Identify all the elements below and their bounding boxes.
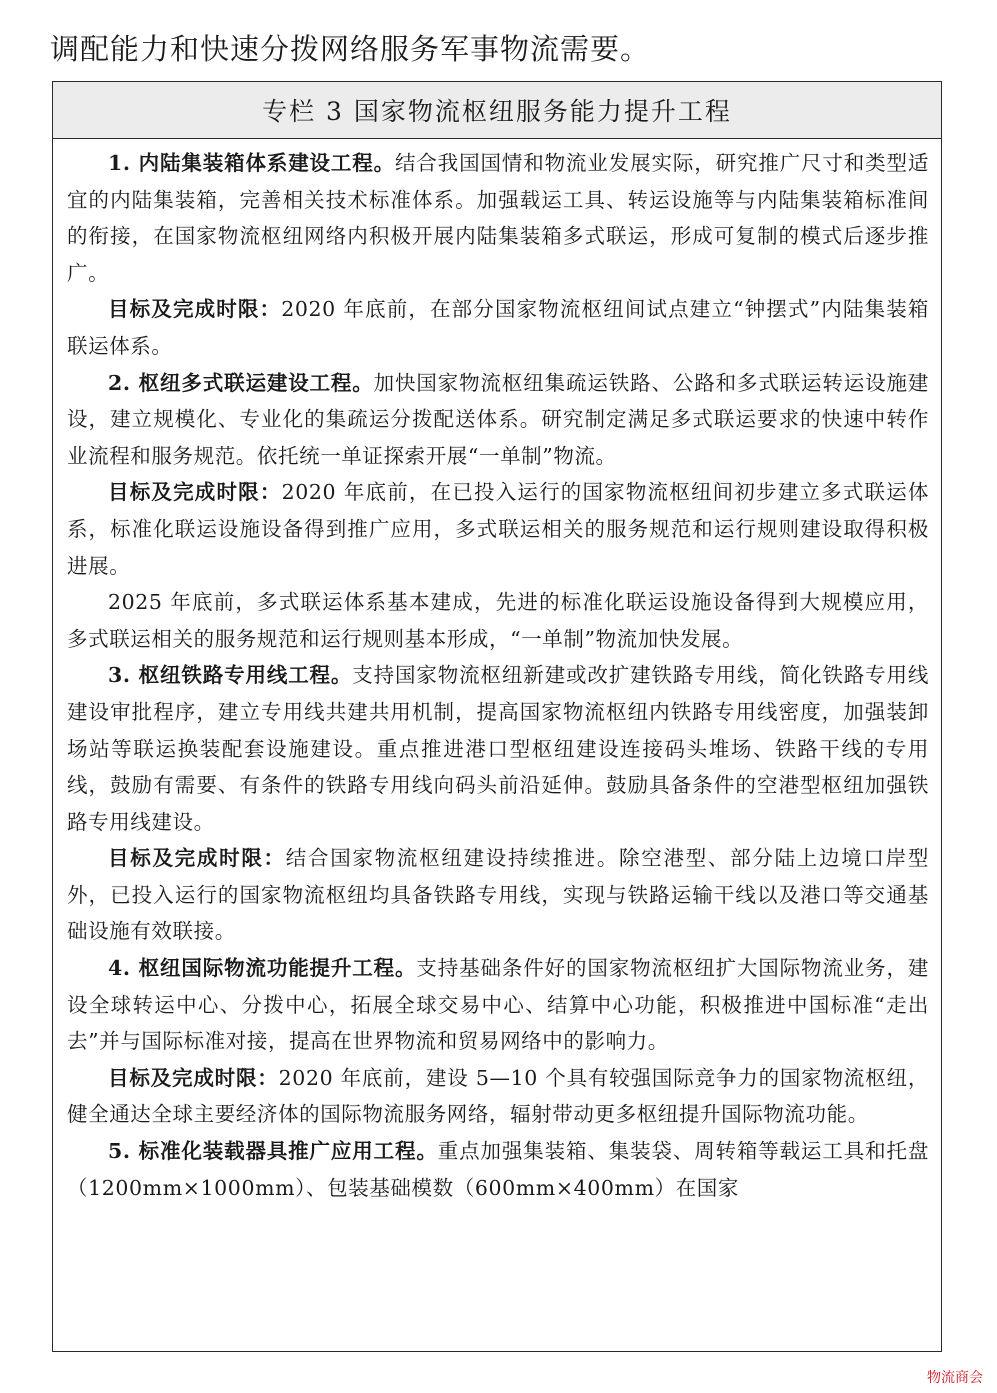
paragraph-3 xyxy=(67,365,929,475)
paragraph-text: 加快国家物流枢纽集疏运铁路、公路和多式联运转运设施建设，建立规模化、专业化的集疏运分拨配送体系。研究制定满足多式联运要求的快速中转作业流程和服务规范。依托统一单证探索开展“一单制”物流。 xyxy=(67,370,929,468)
paragraph-heading: 5. 标准化装载器具推广应用工程。 xyxy=(108,1139,438,1164)
paragraph-heading: 目标及完成时限： xyxy=(108,297,282,322)
lead-text: 调配能力和快速分拨网络服务军事物流需要。 xyxy=(50,32,651,66)
paragraph-heading: 3. 枢纽铁路专用线工程。 xyxy=(108,663,353,688)
paragraph-heading: 2. 枢纽多式联运建设工程。 xyxy=(108,370,374,395)
paragraph-1 xyxy=(67,145,929,291)
box-title: 专栏 3 国家物流枢纽服务能力提升工程 xyxy=(53,82,941,139)
paragraph-text: 支持国家物流枢纽新建或改扩建铁路专用线，简化铁路专用线建设审批程序，建立专用线共建共用机制，提高国家物流枢纽内铁路专用线密度，加强装卸场站等联运换装配套设施建设。重点推进港口型枢纽建设连接码头堆场、铁路干线的专用线，鼓励有需要、有条件的铁路专用线向码头前沿延伸。鼓励具备条件的空港型枢纽加强铁路专用线建设。 xyxy=(67,663,929,834)
paragraph-6 xyxy=(67,657,929,840)
paragraph-text: 重点加强集装箱、集装袋、周转箱等载运工具和托盘（1200mm×1000mm）、包装基础模数（600mm×400mm）在国家 xyxy=(67,1139,929,1200)
paragraph-heading: 目标及完成时限： xyxy=(108,846,286,871)
paragraph-text: 结合国家物流枢纽建设持续推进。除空港型、部分陆上边境口岸型外，已投入运行的国家物流枢纽均具备铁路专用线，实现与铁路运输干线以及港口等交通基础设施有效联接。 xyxy=(67,846,929,944)
paragraph-8 xyxy=(67,950,929,1060)
paragraph-7 xyxy=(67,840,929,950)
paragraph-2 xyxy=(67,291,929,364)
paragraph-text: 2025 年底前，多式联运体系基本建成，先进的标准化联运设施设备得到大规模应用，多式联运相关的服务规范和运行规则基本形成，“一单制”物流加快发展。 xyxy=(67,590,929,651)
paragraph-10 xyxy=(67,1133,929,1206)
paragraph-text: 2020 年底前，在已投入运行的国家物流枢纽间初步建立多式联运体系，标准化联运设施设备得到推广应用，多式联运相关的服务规范和运行规则建设取得积极进展。 xyxy=(67,480,929,578)
special-column-box xyxy=(52,81,942,1352)
paragraph-5 xyxy=(67,584,929,657)
paragraph-heading: 4. 枢纽国际物流功能提升工程。 xyxy=(108,956,417,981)
paragraph-4 xyxy=(67,474,929,584)
paragraph-text: 2020 年底前，建设 5—10 个具有较强国际竞争力的国家物流枢纽，健全通达全球主要经济体的国际物流服务网络，辐射带动更多枢纽提升国际物流功能。 xyxy=(67,1065,929,1127)
paragraph-text: 2020 年底前，在部分国家物流枢纽间试点建立“钟摆式”内陆集装箱联运体系。 xyxy=(67,297,929,358)
paragraph-9 xyxy=(67,1060,929,1133)
watermark-label: 物流商会 xyxy=(927,1370,983,1386)
paragraph-heading: 目标及完成时限： xyxy=(108,1065,279,1090)
paragraph-heading: 目标及完成时限： xyxy=(108,480,282,505)
paragraph-heading: 1. 内陆集装箱体系建设工程。 xyxy=(108,151,396,175)
box-body xyxy=(53,139,941,1206)
paragraph-text: 支持基础条件好的国家物流枢纽扩大国际物流业务，建设全球转运中心、分拨中心，拓展全球交易中心、结算中心功能，积极推进中国标准“走出去”并与国际标准对接，提高在世界物流和贸易网络中的影响力。 xyxy=(67,956,929,1054)
paragraph-text: 结合我国国情和物流业发展实际，研究推广尺寸和类型适宜的内陆集装箱，完善相关技术标准体系。加强载运工具、转运设施等与内陆集装箱标准间的衔接，在国家物流枢纽网络内积极开展内陆集装箱多式联运，形成可复制的模式后逐步推广。 xyxy=(67,151,930,285)
